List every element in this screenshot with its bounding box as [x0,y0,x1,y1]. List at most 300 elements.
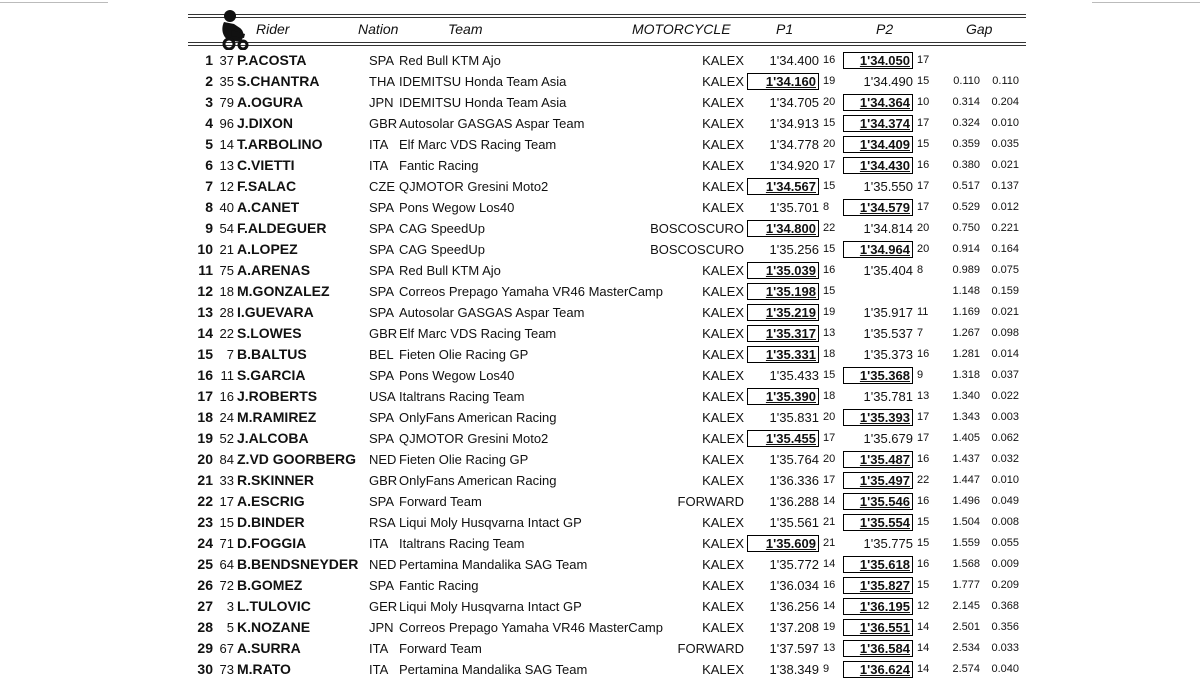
p2-time-cell: 1'35.781 [863,389,913,404]
p2-time-cell: 1'36.195 [843,598,913,615]
team-cell: Correos Prepago Yamaha VR46 MasterCamp [399,620,663,635]
rider-number-cell: 21 [219,242,234,257]
table-row [186,239,1028,260]
nation-cell: SPA [369,410,395,425]
results-sheet [186,0,1028,690]
position-cell: 18 [197,409,213,425]
gap-previous-cell: 0.037 [991,369,1019,381]
rider-name-cell: L.TULOVIC [237,598,311,614]
motorcycle-cell: FORWARD [677,494,744,509]
rider-number-cell: 24 [219,410,234,425]
p1-lap-cell: 14 [823,600,836,612]
rider-name-cell: D.FOGGIA [237,535,307,551]
page-edge-right [1092,2,1200,3]
position-cell: 19 [197,430,213,446]
gap-first-cell: 2.534 [952,642,980,654]
page-edge-left [0,2,108,3]
p2-lap-cell: 20 [917,243,930,255]
nation-cell: NED [369,452,397,467]
gap-first-cell: 1.340 [952,390,980,402]
header-motorcycle: MOTORCYCLE [632,21,731,37]
p1-lap-cell: 20 [823,96,836,108]
p2-time-cell: 1'35.550 [863,179,913,194]
gap-previous-cell: 0.049 [991,495,1019,507]
table-row [186,533,1028,554]
table-row [186,596,1028,617]
table-row [186,323,1028,344]
table-row [186,302,1028,323]
rider-name-cell: T.ARBOLINO [237,136,323,152]
gap-previous-cell: 0.368 [991,600,1019,612]
gap-first-cell: 0.517 [952,180,980,192]
p1-lap-cell: 21 [823,516,836,528]
position-cell: 9 [205,220,213,236]
table-row [186,575,1028,596]
team-cell: Italtrans Racing Team [399,536,525,551]
rider-number-cell: 14 [219,137,234,152]
nation-cell: NED [369,557,397,572]
motorcycle-cell: KALEX [702,284,744,299]
rider-name-cell: M.RATO [237,661,291,677]
position-cell: 23 [197,514,213,530]
p2-lap-cell: 15 [917,138,930,150]
p1-lap-cell: 13 [823,642,836,654]
p2-lap-cell: 17 [917,180,930,192]
rider-name-cell: B.BALTUS [237,346,307,362]
table-row [186,134,1028,155]
rider-number-cell: 22 [219,326,234,341]
gap-previous-cell: 0.021 [991,159,1019,171]
position-cell: 1 [205,52,213,68]
position-cell: 15 [197,346,213,362]
motorcycle-cell: KALEX [702,599,744,614]
p1-lap-cell: 8 [823,201,830,213]
p2-time-cell: 1'35.497 [843,472,913,489]
rider-name-cell: A.OGURA [237,94,304,110]
p2-lap-cell: 11 [917,306,929,318]
gap-first-cell: 2.574 [952,663,980,675]
rider-name-cell: Z.VD GOORBERG [237,451,357,467]
rider-name-cell: M.RAMIREZ [237,409,317,425]
p1-time-cell: 1'35.256 [769,242,819,257]
motorcycle-cell: KALEX [702,305,744,320]
rider-number-cell: 67 [219,641,234,656]
rider-number-cell: 54 [219,221,234,236]
gap-first-cell: 0.380 [952,159,980,171]
nation-cell: BEL [369,347,394,362]
table-row [186,554,1028,575]
p1-time-cell: 1'34.705 [769,95,819,110]
nation-cell: SPA [369,578,395,593]
rider-name-cell: J.ROBERTS [237,388,318,404]
rider-name-cell: D.BINDER [237,514,305,530]
gap-first-cell: 1.559 [952,537,980,549]
gap-first-cell: 0.989 [952,264,980,276]
p2-lap-cell: 17 [917,432,930,444]
p2-lap-cell: 15 [917,75,930,87]
header-rule [188,45,1026,46]
nation-cell: ITA [369,641,389,656]
header-rule [188,14,1026,15]
rider-number-cell: 18 [219,284,234,299]
rider-number-cell: 71 [219,536,234,551]
table-row [186,218,1028,239]
rider-number-cell: 11 [220,368,234,383]
p1-time-cell: 1'35.219 [747,304,819,321]
p2-time-cell: 1'36.624 [843,661,913,678]
position-cell: 12 [197,283,213,299]
p2-lap-cell: 14 [917,642,930,654]
p1-lap-cell: 15 [823,285,836,297]
p1-lap-cell: 16 [823,579,836,591]
team-cell: Red Bull KTM Ajo [399,263,501,278]
p1-time-cell: 1'35.455 [747,430,819,447]
nation-cell: ITA [369,158,389,173]
gap-previous-cell: 0.209 [991,579,1019,591]
p1-lap-cell: 15 [823,243,836,255]
p1-time-cell: 1'34.913 [769,116,819,131]
team-cell: Autosolar GASGAS Aspar Team [399,116,585,131]
p2-lap-cell: 14 [917,621,930,633]
p1-time-cell: 1'35.331 [747,346,819,363]
p2-time-cell: 1'34.490 [863,74,913,89]
position-cell: 20 [197,451,213,467]
table-row [186,512,1028,533]
p1-time-cell: 1'38.349 [769,662,819,677]
position-cell: 24 [197,535,213,551]
header-nation: Nation [358,21,399,37]
p2-lap-cell: 16 [917,348,930,360]
table-row [186,638,1028,659]
p2-time-cell: 1'35.487 [843,451,913,468]
p1-time-cell: 1'35.198 [747,283,819,300]
nation-cell: SPA [369,431,395,446]
nation-cell: GER [369,599,398,614]
gap-first-cell: 0.529 [952,201,980,213]
team-cell: Liqui Moly Husqvarna Intact GP [399,599,582,614]
p1-lap-cell: 15 [823,180,836,192]
gap-first-cell: 1.169 [952,306,980,318]
team-cell: Forward Team [399,641,482,656]
p1-lap-cell: 17 [823,432,836,444]
p2-lap-cell: 16 [917,453,930,465]
gap-first-cell: 1.405 [952,432,980,444]
p2-lap-cell: 17 [917,201,930,213]
p2-lap-cell: 7 [917,327,924,339]
team-cell: QJMOTOR Gresini Moto2 [399,431,549,446]
position-cell: 4 [205,115,213,131]
p1-time-cell: 1'34.800 [747,220,819,237]
team-cell: Forward Team [399,494,482,509]
p2-lap-cell: 15 [917,579,930,591]
p1-lap-cell: 17 [823,159,836,171]
team-cell: OnlyFans American Racing [399,473,557,488]
header-gap: Gap [966,21,993,37]
nation-cell: SPA [369,284,395,299]
p1-lap-cell: 19 [823,621,836,633]
rider-name-cell: A.SURRA [237,640,301,656]
rider-name-cell: F.ALDEGUER [237,220,327,236]
rider-number-cell: 15 [219,515,234,530]
table-row [186,470,1028,491]
p2-lap-cell: 20 [917,222,930,234]
rider-name-cell: P.ACOSTA [237,52,307,68]
p2-lap-cell: 22 [917,474,930,486]
p2-time-cell: 1'35.917 [863,305,913,320]
gap-previous-cell: 0.003 [991,411,1019,423]
p1-time-cell: 1'35.701 [769,200,819,215]
nation-cell: SPA [369,242,395,257]
table-row [186,659,1028,680]
gap-previous-cell: 0.032 [991,453,1019,465]
team-cell: Elf Marc VDS Racing Team [399,137,557,152]
table-row [186,176,1028,197]
nation-cell: THA [369,74,395,89]
nation-cell: SPA [369,53,395,68]
rider-number-cell: 35 [219,74,234,89]
p1-lap-cell: 20 [823,138,836,150]
p2-time-cell: 1'34.964 [843,241,913,258]
p2-time-cell: 1'35.404 [863,263,913,278]
p1-time-cell: 1'35.609 [747,535,819,552]
motorcycle-cell: KALEX [702,116,744,131]
motorcycle-cell: KALEX [702,431,744,446]
team-cell: CAG SpeedUp [399,221,485,236]
nation-cell: SPA [369,494,395,509]
motorcycle-cell: KALEX [702,578,744,593]
p2-time-cell: 1'35.393 [843,409,913,426]
p2-time-cell: 1'35.368 [843,367,913,384]
gap-first-cell: 1.447 [952,474,980,486]
rider-name-cell: S.LOWES [237,325,302,341]
header-p2: P2 [876,21,894,37]
nation-cell: GBR [369,473,398,488]
p2-lap-cell: 9 [917,369,924,381]
team-cell: Autosolar GASGAS Aspar Team [399,305,585,320]
position-cell: 5 [205,136,213,152]
gap-previous-cell: 0.035 [991,138,1019,150]
position-cell: 21 [197,472,213,488]
rider-number-cell: 13 [219,158,234,173]
p1-lap-cell: 15 [823,117,836,129]
p2-time-cell: 1'35.775 [863,536,913,551]
gap-first-cell: 1.267 [952,327,980,339]
motorcycle-cell: KALEX [702,158,744,173]
nation-cell: GBR [369,326,398,341]
rider-name-cell: A.LOPEZ [237,241,298,257]
p2-time-cell: 1'34.579 [843,199,913,216]
motorcycle-cell: KALEX [702,662,744,677]
rider-name-cell: R.SKINNER [237,472,315,488]
rider-name-cell: J.ALCOBA [237,430,309,446]
position-cell: 22 [197,493,213,509]
table-row [186,281,1028,302]
p1-time-cell: 1'37.208 [769,620,819,635]
gap-previous-cell: 0.204 [991,96,1019,108]
rider-number-cell: 33 [219,473,234,488]
p1-time-cell: 1'35.831 [769,410,819,425]
p1-time-cell: 1'36.256 [769,599,819,614]
table-row [186,71,1028,92]
team-cell: Pons Wegow Los40 [399,200,515,215]
team-cell: Correos Prepago Yamaha VR46 MasterCamp [399,284,663,299]
motorcycle-cell: KALEX [702,179,744,194]
team-cell: QJMOTOR Gresini Moto2 [399,179,549,194]
rider-number-cell: 3 [226,599,234,614]
rider-number-cell: 84 [219,452,234,467]
rider-name-cell: A.CANET [237,199,300,215]
team-cell: Red Bull KTM Ajo [399,53,501,68]
motorcycle-cell: KALEX [702,536,744,551]
table-row [186,260,1028,281]
rider-number-cell: 40 [219,200,234,215]
p1-lap-cell: 17 [823,474,836,486]
gap-first-cell: 0.359 [952,138,980,150]
p1-time-cell: 1'35.039 [747,262,819,279]
p1-lap-cell: 14 [823,495,836,507]
table-row [186,155,1028,176]
team-cell: Pons Wegow Los40 [399,368,515,383]
gap-first-cell: 0.750 [952,222,980,234]
rider-number-cell: 72 [219,578,234,593]
p1-time-cell: 1'36.336 [769,473,819,488]
gap-first-cell: 1.148 [952,285,980,297]
p1-time-cell: 1'36.288 [769,494,819,509]
rider-number-cell: 28 [219,305,234,320]
table-row [186,407,1028,428]
p1-lap-cell: 9 [823,663,830,675]
rider-name-cell: A.ESCRIG [237,493,305,509]
motorcycle-cell: KALEX [702,452,744,467]
rider-number-cell: 73 [219,662,234,677]
rider-number-cell: 7 [226,347,234,362]
p2-lap-cell: 16 [917,558,930,570]
gap-previous-cell: 0.221 [991,222,1019,234]
motorcycle-cell: BOSCOSCURO [650,242,744,257]
header-team: Team [448,21,483,37]
gap-previous-cell: 0.010 [991,474,1019,486]
motorcycle-cell: BOSCOSCURO [650,221,744,236]
gap-first-cell: 1.281 [952,348,980,360]
rider-name-cell: I.GUEVARA [237,304,314,320]
header-p1: P1 [776,21,794,37]
position-cell: 6 [205,157,213,173]
motorcycle-cell: KALEX [702,620,744,635]
p2-lap-cell: 12 [917,600,930,612]
p1-time-cell: 1'34.567 [747,178,819,195]
p2-lap-cell: 13 [917,390,930,402]
p2-time-cell: 1'36.551 [843,619,913,636]
team-cell: IDEMITSU Honda Team Asia [399,95,567,110]
motorcycle-cell: KALEX [702,326,744,341]
p2-lap-cell: 10 [917,96,930,108]
p2-time-cell: 1'35.554 [843,514,913,531]
nation-cell: JPN [369,620,394,635]
gap-first-cell: 2.501 [952,621,980,633]
p1-lap-cell: 20 [823,453,836,465]
rider-name-cell: J.DIXON [237,115,294,131]
rider-number-cell: 37 [219,53,234,68]
gap-previous-cell: 0.164 [991,243,1019,255]
team-cell: IDEMITSU Honda Team Asia [399,74,567,89]
rider-name-cell: M.GONZALEZ [237,283,330,299]
rider-name-cell: S.GARCIA [237,367,306,383]
rider-name-cell: K.NOZANE [237,619,311,635]
nation-cell: SPA [369,221,395,236]
nation-cell: SPA [369,368,395,383]
rider-number-cell: 12 [219,179,234,194]
team-cell: Fantic Racing [399,578,479,593]
position-cell: 11 [198,262,213,278]
position-cell: 13 [197,304,213,320]
nation-cell: ITA [369,137,389,152]
position-cell: 26 [197,577,213,593]
gap-first-cell: 1.437 [952,453,980,465]
gap-first-cell: 1.504 [952,516,980,528]
position-cell: 25 [197,556,213,572]
motorcycle-cell: KALEX [702,389,744,404]
rider-number-cell: 16 [219,389,234,404]
results-table [186,50,1028,680]
gap-previous-cell: 0.010 [991,117,1019,129]
rider-number-cell: 5 [226,620,234,635]
nation-cell: SPA [369,263,395,278]
position-cell: 8 [205,199,213,215]
gap-first-cell: 1.343 [952,411,980,423]
position-cell: 3 [205,94,213,110]
rider-number-cell: 79 [219,95,234,110]
p1-time-cell: 1'35.433 [769,368,819,383]
p1-time-cell: 1'35.772 [769,557,819,572]
team-cell: OnlyFans American Racing [399,410,557,425]
nation-cell: SPA [369,305,395,320]
gap-first-cell: 1.777 [952,579,980,591]
p1-time-cell: 1'35.764 [769,452,819,467]
motorcycle-cell: KALEX [702,53,744,68]
table-row [186,428,1028,449]
gap-previous-cell: 0.021 [991,306,1019,318]
motorcycle-rider-icon [218,8,250,50]
team-cell: Pertamina Mandalika SAG Team [399,662,588,677]
p2-time-cell: 1'34.430 [843,157,913,174]
gap-first-cell: 0.914 [952,243,980,255]
p2-time-cell: 1'34.409 [843,136,913,153]
position-cell: 30 [197,661,213,677]
rider-number-cell: 64 [219,557,234,572]
p1-time-cell: 1'34.400 [769,53,819,68]
header-rule [188,17,1026,18]
p1-lap-cell: 18 [823,348,836,360]
position-cell: 29 [197,640,213,656]
motorcycle-cell: KALEX [702,515,744,530]
position-cell: 27 [197,598,213,614]
position-cell: 16 [197,367,213,383]
gap-first-cell: 0.110 [953,75,980,87]
p1-time-cell: 1'34.920 [769,158,819,173]
position-cell: 10 [197,241,213,257]
rider-name-cell: A.ARENAS [237,262,311,278]
gap-previous-cell: 0.075 [991,264,1019,276]
table-row [186,491,1028,512]
p1-time-cell: 1'35.317 [747,325,819,342]
motorcycle-cell: KALEX [702,557,744,572]
motorcycle-cell: FORWARD [677,641,744,656]
p2-time-cell: 1'34.364 [843,94,913,111]
rider-name-cell: B.GOMEZ [237,577,303,593]
nation-cell: SPA [369,200,395,215]
p1-lap-cell: 18 [823,390,836,402]
nation-cell: JPN [369,95,394,110]
